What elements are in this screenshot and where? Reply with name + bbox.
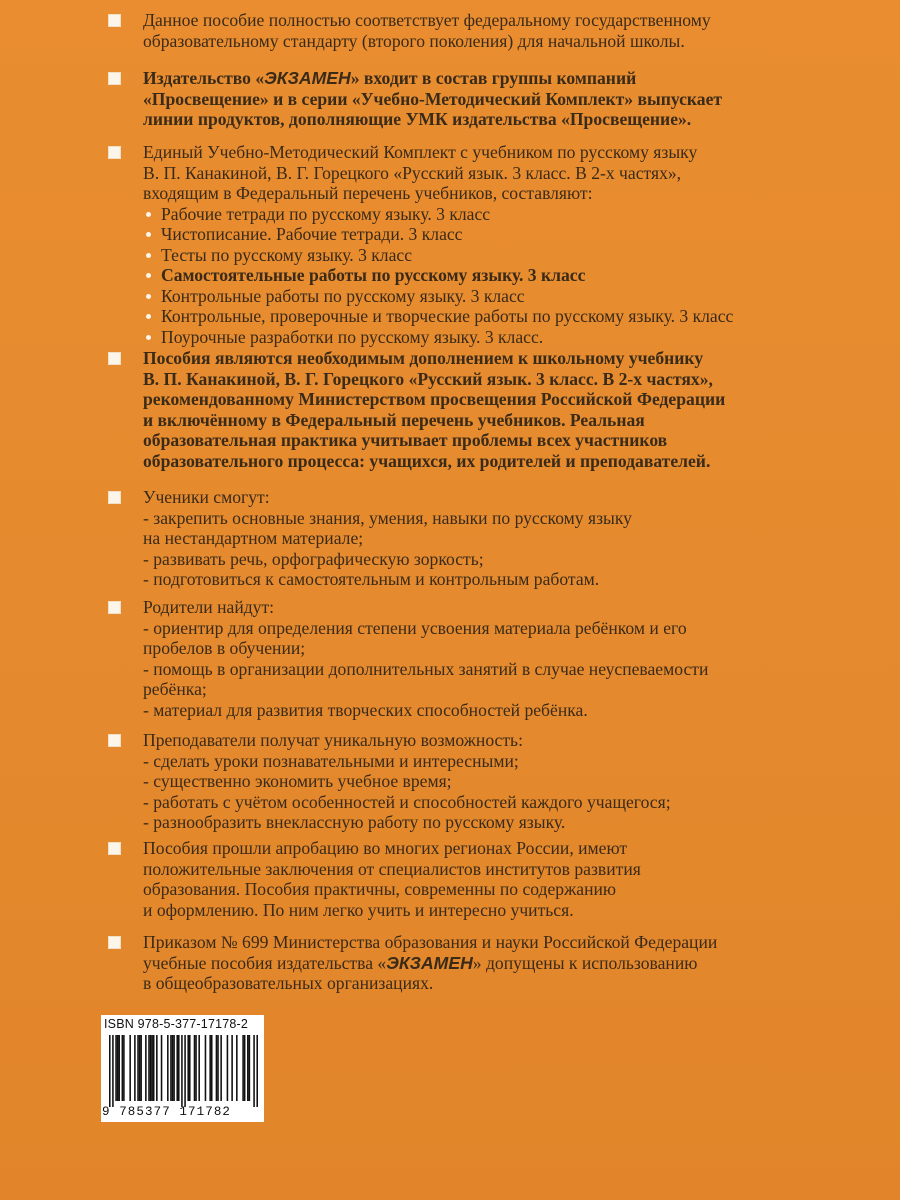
- paragraph-4: [108, 348, 808, 471]
- square-bullet-icon: [108, 146, 121, 159]
- barcode-bar: [112, 1035, 114, 1107]
- product-list-item-text: Контрольные работы по русскому языку. 3 класс: [161, 285, 525, 306]
- text-line: рекомендованному Министерством просвещения Российской Федерации: [143, 389, 726, 409]
- product-list-item-text: Рабочие тетради по русскому языку. 3 класс: [161, 203, 491, 224]
- barcode-bar: [198, 1035, 200, 1101]
- barcode-bar: [184, 1035, 186, 1107]
- barcode-bar: [122, 1035, 124, 1101]
- round-bullet-icon: [146, 253, 151, 258]
- barcode-bar: [189, 1035, 191, 1101]
- text-line: - ориентир для определения степени усвоения материала ребёнком и его: [143, 617, 687, 638]
- product-list-item-text: Тесты по русскому языку. 3 класс: [161, 244, 413, 265]
- barcode-bar: [209, 1035, 211, 1101]
- paragraph-9: [108, 932, 808, 994]
- barcode-bar: [216, 1035, 218, 1101]
- barcode-bar: [244, 1035, 246, 1101]
- text-line: В. П. Канакиной, В. Г. Горецкого «Русский язык. 3 класс. В 2-х частях»,: [143, 368, 713, 389]
- barcode-icon: [109, 1035, 258, 1107]
- paragraph-7: [108, 730, 808, 833]
- product-list-item: [143, 327, 808, 348]
- barcode-bar: [170, 1035, 172, 1101]
- barcode-bar: [118, 1035, 120, 1101]
- paragraph-text: [143, 730, 808, 833]
- barcode-bar: [249, 1035, 251, 1101]
- barcode-bar: [153, 1035, 155, 1101]
- text-line: - существенно экономить учебное время;: [143, 771, 452, 791]
- paragraph-text: [143, 932, 808, 994]
- text-line: положительные заключения от специалистов институтов развития: [143, 858, 641, 879]
- text-line: учебные пособия издательства «ЭКЗАМЕН» допущены к использованию: [143, 952, 698, 973]
- text-line: В. П. Канакиной, В. Г. Горецкого «Русский язык. 3 класс. В 2-х частях»,: [143, 162, 682, 183]
- barcode-bar: [117, 1035, 119, 1101]
- barcode-bar: [217, 1035, 219, 1101]
- paragraph-text: [143, 838, 808, 920]
- square-bullet-icon: [108, 936, 121, 949]
- barcode-bar: [187, 1035, 189, 1101]
- product-list-item-text: Чистописание. Рабочие тетради. 3 класс: [161, 224, 463, 244]
- barcode-bar: [161, 1035, 163, 1101]
- barcode-bar: [220, 1035, 222, 1101]
- barcode-bar: [137, 1035, 139, 1101]
- round-bullet-icon: [146, 294, 151, 299]
- product-list-item-text: Самостоятельные работы по русскому языку. 3 класс: [161, 265, 586, 285]
- text-line: образовательного процесса: учащихся, их родителей и преподавателей.: [143, 450, 711, 471]
- round-bullet-icon: [146, 314, 151, 319]
- barcode-bar: [123, 1035, 125, 1101]
- text-line: входящим в Федеральный перечень учебников, составляют:: [143, 183, 593, 203]
- barcode-bar: [172, 1035, 174, 1101]
- isbn-barcode-block: [101, 1015, 264, 1122]
- paragraph-text: [143, 348, 808, 471]
- paragraph-text: [143, 597, 808, 720]
- text-line: в общеобразовательных организациях.: [143, 973, 434, 993]
- square-bullet-icon: [108, 352, 121, 365]
- text-line: на нестандартном материале;: [143, 528, 364, 548]
- text-line: - помощь в организации дополнительных занятий в случае неуспеваемости: [143, 658, 709, 679]
- paragraph-text: [143, 10, 808, 51]
- square-bullet-icon: [108, 601, 121, 614]
- product-list-item: [143, 204, 808, 225]
- text-line: Единый Учебно-Методический Комплект с учебником по русскому языку: [143, 142, 698, 162]
- text-line: - подготовиться к самостоятельным и контрольным работам.: [143, 569, 600, 589]
- text-line: Ученики смогут:: [143, 487, 270, 507]
- barcode-bar: [167, 1035, 169, 1101]
- text-line: Пособия прошли апробацию во многих регионах России, имеют: [143, 838, 628, 858]
- round-bullet-icon: [146, 232, 151, 237]
- text-line: Пособия являются необходимым дополнением к школьному учебнику: [143, 348, 704, 368]
- barcode-bar: [145, 1035, 147, 1101]
- square-bullet-icon: [108, 14, 121, 27]
- barcode-bar: [181, 1035, 183, 1107]
- text-line: - материал для развития творческих способностей ребёнка.: [143, 699, 588, 720]
- barcode-bar: [148, 1035, 150, 1101]
- barcode-bar: [194, 1035, 196, 1101]
- product-list-item-text: Контрольные, проверочные и творческие работы по русскому языку. 3 класс: [161, 306, 734, 326]
- barcode-bar: [140, 1035, 142, 1101]
- barcode-bar: [211, 1035, 213, 1101]
- barcode-bar: [205, 1035, 207, 1101]
- paragraph-text: [143, 142, 808, 347]
- text-line: «Просвещение» и в серии «Учебно-Методический Комплект» выпускает: [143, 88, 723, 109]
- barcode-bar: [195, 1035, 197, 1101]
- barcode-bar: [247, 1035, 249, 1101]
- product-list-item-text: Поурочные разработки по русскому языку. 3 класс.: [161, 326, 544, 347]
- barcode-bar: [173, 1035, 175, 1101]
- barcode-bar: [129, 1035, 131, 1101]
- text-line: пробелов в обучении;: [143, 638, 306, 658]
- text-line: Родители найдут:: [143, 597, 275, 617]
- paragraph-8: [108, 838, 808, 920]
- product-list-item: [143, 306, 808, 327]
- publisher-brand-name: ЭКЗАМЕН: [386, 952, 473, 973]
- paragraph-2: [108, 68, 808, 130]
- square-bullet-icon: [108, 842, 121, 855]
- text-line: и оформлению. По ним легко учить и интересно учиться.: [143, 899, 574, 920]
- paragraph-6: [108, 597, 808, 720]
- barcode-bar: [156, 1035, 158, 1101]
- barcode-bar: [253, 1035, 255, 1107]
- round-bullet-icon: [146, 335, 151, 340]
- barcode-bar: [231, 1035, 233, 1101]
- paragraph-5: [108, 487, 808, 590]
- barcode-bar: [151, 1035, 153, 1101]
- paragraph-1: [108, 10, 808, 51]
- round-bullet-icon: [146, 273, 151, 278]
- text-line: образования. Пособия практичны, современны по содержанию: [143, 879, 617, 899]
- text-line: Приказом № 699 Министерства образования и науки Российской Федерации: [143, 932, 718, 952]
- text-line: - работать с учётом особенностей и способностей каждого учащегося;: [143, 791, 671, 812]
- paragraph-text: [143, 487, 808, 590]
- text-line: Преподаватели получат уникальную возможность:: [143, 730, 523, 750]
- text-line: Издательство «ЭКЗАМЕН» входит в состав группы компаний: [143, 68, 637, 88]
- barcode-bar: [176, 1035, 178, 1101]
- isbn-label: ISBN 978-5-377-17178-2: [104, 1017, 249, 1031]
- product-list-item: [143, 265, 808, 286]
- square-bullet-icon: [108, 491, 121, 504]
- product-list-item: [143, 286, 808, 307]
- barcode-bar: [178, 1035, 180, 1101]
- barcode-bar: [134, 1035, 136, 1101]
- ean-digits: 9 785377 171782: [102, 1105, 232, 1119]
- square-bullet-icon: [108, 734, 121, 747]
- barcode-bar: [150, 1035, 152, 1101]
- round-bullet-icon: [146, 212, 151, 217]
- product-list-item: [143, 224, 808, 245]
- barcode-bar: [236, 1035, 238, 1101]
- text-line: и включённому в Федеральный перечень учебников. Реальная: [143, 409, 645, 430]
- barcode-bar: [242, 1035, 244, 1101]
- barcode-bar: [139, 1035, 141, 1101]
- text-line: - закрепить основные знания, умения, навыки по русскому языку: [143, 507, 632, 528]
- barcode-bar: [227, 1035, 229, 1101]
- text-line: Данное пособие полностью соответствует федеральному государственному: [143, 10, 711, 30]
- barcode-bar: [256, 1035, 258, 1107]
- text-line: - сделать уроки познавательными и интересными;: [143, 750, 519, 771]
- paragraph-3: [108, 142, 808, 347]
- barcode-bar: [109, 1035, 111, 1107]
- square-bullet-icon: [108, 72, 121, 85]
- text-line: образовательному стандарту (второго поколения) для начальной школы.: [143, 30, 685, 51]
- barcode-bar: [115, 1035, 117, 1101]
- publisher-brand-name: ЭКЗАМЕН: [264, 68, 351, 88]
- product-list-item: [143, 245, 808, 266]
- paragraph-text: [143, 68, 808, 130]
- text-line: образовательная практика учитывает проблемы всех участников: [143, 430, 668, 450]
- text-line: - разнообразить внеклассную работу по русскому языку.: [143, 812, 566, 832]
- text-line: линии продуктов, дополняющие УМК издательства «Просвещение».: [143, 109, 692, 129]
- text-line: - развивать речь, орфографическую зоркость;: [143, 548, 484, 569]
- text-line: ребёнка;: [143, 679, 207, 699]
